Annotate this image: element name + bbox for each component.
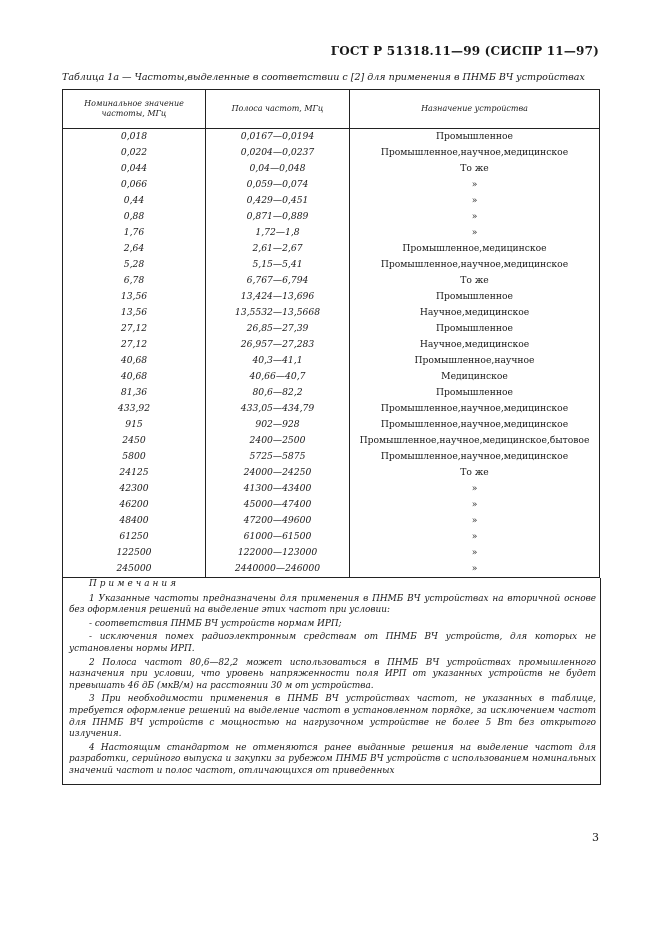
table-row [63,145,600,161]
note-1-condition-a: - соответствия ПНМБ ВЧ устройств нормам ИРП; [89,618,342,629]
frequency-band-cell: 24000—24250 [206,465,350,481]
nominal-frequency-cell: 245000 [63,561,206,578]
note-1-condition-b: - исключения помех радиоэлектронным средствам от ПНМБ ВЧ устройств, для которых не установлены нормы ИРП. [69,632,596,654]
nominal-frequency-cell: 0,88 [63,209,206,225]
device-purpose-cell: Промышленное,научное,медицинское [350,145,600,161]
nominal-frequency-cell: 122500 [63,545,206,561]
device-purpose-cell: То же [350,273,600,289]
table-row [63,385,600,401]
device-purpose-cell: » [350,529,600,545]
frequency-band-cell: 26,85—27,39 [206,321,350,337]
device-purpose-cell: » [350,177,600,193]
device-purpose-cell: Промышленное,научное,медицинское,бытовое [350,433,600,449]
device-purpose-cell: Промышленное [350,289,600,305]
table-row [63,129,600,146]
nominal-frequency-cell: 5800 [63,449,206,465]
table-row [63,353,600,369]
table-row [63,289,600,305]
device-purpose-cell: » [350,481,600,497]
page-number: 3 [592,831,599,844]
table-row [63,529,600,545]
nominal-frequency-cell: 46200 [63,497,206,513]
table-row [63,273,600,289]
nominal-frequency-cell: 48400 [63,513,206,529]
frequency-band-cell: 80,6—82,2 [206,385,350,401]
column-header-frequency-band: Полоса частот, МГц [206,90,350,129]
device-purpose-cell: Промышленное [350,321,600,337]
table-row [63,321,600,337]
nominal-frequency-cell: 81,36 [63,385,206,401]
table-row [63,449,600,465]
device-purpose-cell: Промышленное,научное,медицинское [350,257,600,273]
frequency-band-cell: 122000—123000 [206,545,350,561]
device-purpose-cell: Медицинское [350,369,600,385]
frequency-band-cell: 40,3—41,1 [206,353,350,369]
column-header-device-purpose: Назначение устройства [350,90,600,129]
frequency-band-cell: 0,871—0,889 [206,209,350,225]
frequency-band-cell: 5,15—5,41 [206,257,350,273]
table-caption: Таблица 1а — Частоты,выделенные в соответствии с [2] для применения в ПНМБ ВЧ устройствах [62,72,585,83]
table-row [63,241,600,257]
nominal-frequency-cell: 0,022 [63,145,206,161]
frequency-band-cell: 13,5532—13,5668 [206,305,350,321]
frequency-band-cell: 47200—49600 [206,513,350,529]
table-row [63,545,600,561]
frequency-band-cell: 41300—43400 [206,481,350,497]
device-purpose-cell: » [350,209,600,225]
device-purpose-cell: » [350,513,600,529]
device-purpose-cell: Промышленное,научное,медицинское [350,401,600,417]
nominal-frequency-cell: 5,28 [63,257,206,273]
table-row [63,433,600,449]
table-row [63,161,600,177]
nominal-frequency-cell: 2,64 [63,241,206,257]
table-row [63,193,600,209]
nominal-frequency-cell: 433,92 [63,401,206,417]
nominal-frequency-cell: 0,044 [63,161,206,177]
nominal-frequency-cell: 0,066 [63,177,206,193]
table-body [63,129,600,578]
frequency-band-cell: 6,767—6,794 [206,273,350,289]
frequency-band-cell: 13,424—13,696 [206,289,350,305]
table-row [63,497,600,513]
frequency-table [62,89,600,578]
device-purpose-cell: » [350,193,600,209]
table-header-row [63,90,600,129]
device-purpose-cell: Промышленное,научное,медицинское [350,417,600,433]
frequency-band-cell: 0,0204—0,0237 [206,145,350,161]
nominal-frequency-cell: 0,44 [63,193,206,209]
nominal-frequency-cell: 27,12 [63,321,206,337]
table-row [63,369,600,385]
device-purpose-cell: Промышленное [350,129,600,146]
table-row [63,257,600,273]
table-row [63,209,600,225]
device-purpose-cell: Промышленное [350,385,600,401]
frequency-band-cell: 26,957—27,283 [206,337,350,353]
table-row [63,225,600,241]
device-purpose-cell: Промышленное,научное [350,353,600,369]
frequency-band-cell: 45000—47400 [206,497,350,513]
nominal-frequency-cell: 0,018 [63,129,206,146]
note-4: 4 Настоящим стандартом не отменяются ранее выданные решения на выделение частот для разработки, серийного выпуска и закупки за рубежом ПНМБ ВЧ устройств с использованием номинальных значений частот и полос частот, отличающихся от приведенных [69,742,596,776]
note-1: 1 Указанные частоты предназначены для применения в ПНМБ ВЧ устройствах на вторичной основе без оформления решений на выделение этих частот при условии: [69,593,596,616]
table-row [63,401,600,417]
device-purpose-cell: То же [350,161,600,177]
nominal-frequency-cell: 42300 [63,481,206,497]
device-purpose-cell: » [350,545,600,561]
note-3: 3 При необходимости применения в ПНМБ ВЧ устройствах частот, не указанных в таблице, требуется оформление решений на выделение частот в установленном порядке, за исключением частот для ПНМБ ВЧ устройств с мощностью на нагрузочном устройстве не более 5 Вт без открытого излучения. [69,694,596,740]
table-row [63,465,600,481]
nominal-frequency-cell: 40,68 [63,369,206,385]
nominal-frequency-cell: 13,56 [63,305,206,321]
device-purpose-cell: Научное,медицинское [350,337,600,353]
device-purpose-cell: Промышленное,научное,медицинское [350,449,600,465]
frequency-band-cell: 433,05—434,79 [206,401,350,417]
nominal-frequency-cell: 40,68 [63,353,206,369]
frequency-band-cell: 2440000—246000 [206,561,350,578]
device-purpose-cell: Промышленное,медицинское [350,241,600,257]
device-purpose-cell: То же [350,465,600,481]
device-purpose-cell: » [350,561,600,578]
frequency-table-container [62,89,599,785]
table-row [63,481,600,497]
nominal-frequency-cell: 1,76 [63,225,206,241]
frequency-band-cell: 2,61—2,67 [206,241,350,257]
frequency-band-cell: 61000—61500 [206,529,350,545]
nominal-frequency-cell: 61250 [63,529,206,545]
device-purpose-cell: Научное,медицинское [350,305,600,321]
frequency-band-cell: 0,059—0,074 [206,177,350,193]
frequency-band-cell: 2400—2500 [206,433,350,449]
notes-section [62,578,601,785]
document-header: ГОСТ Р 51318.11—99 (СИСПР 11—97) [330,44,599,58]
table-row [63,337,600,353]
table-row [63,561,600,578]
table-row [63,513,600,529]
column-header-nominal-frequency: Номинальное значение частоты, МГц [63,90,206,129]
table-row [63,177,600,193]
frequency-band-cell: 40,66—40,7 [206,369,350,385]
frequency-band-cell: 0,0167—0,0194 [206,129,350,146]
nominal-frequency-cell: 6,78 [63,273,206,289]
nominal-frequency-cell: 27,12 [63,337,206,353]
nominal-frequency-cell: 2450 [63,433,206,449]
frequency-band-cell: 0,429—0,451 [206,193,350,209]
table-row [63,417,600,433]
nominal-frequency-cell: 24125 [63,465,206,481]
device-purpose-cell: » [350,497,600,513]
frequency-band-cell: 1,72—1,8 [206,225,350,241]
notes-title: Примечания [89,579,179,589]
nominal-frequency-cell: 915 [63,417,206,433]
frequency-band-cell: 5725—5875 [206,449,350,465]
table-row [63,305,600,321]
nominal-frequency-cell: 13,56 [63,289,206,305]
note-2: 2 Полоса частот 80,6—82,2 может использоваться в ПНМБ ВЧ устройствах промышленного назначения при условии, что уровень напряженности поля ИРП от указанных устройств не будет превышать 46 дБ (мкВ/м) на расстоянии 30 м от устройства. [69,657,596,691]
frequency-band-cell: 902—928 [206,417,350,433]
device-purpose-cell: » [350,225,600,241]
frequency-band-cell: 0,04—0,048 [206,161,350,177]
